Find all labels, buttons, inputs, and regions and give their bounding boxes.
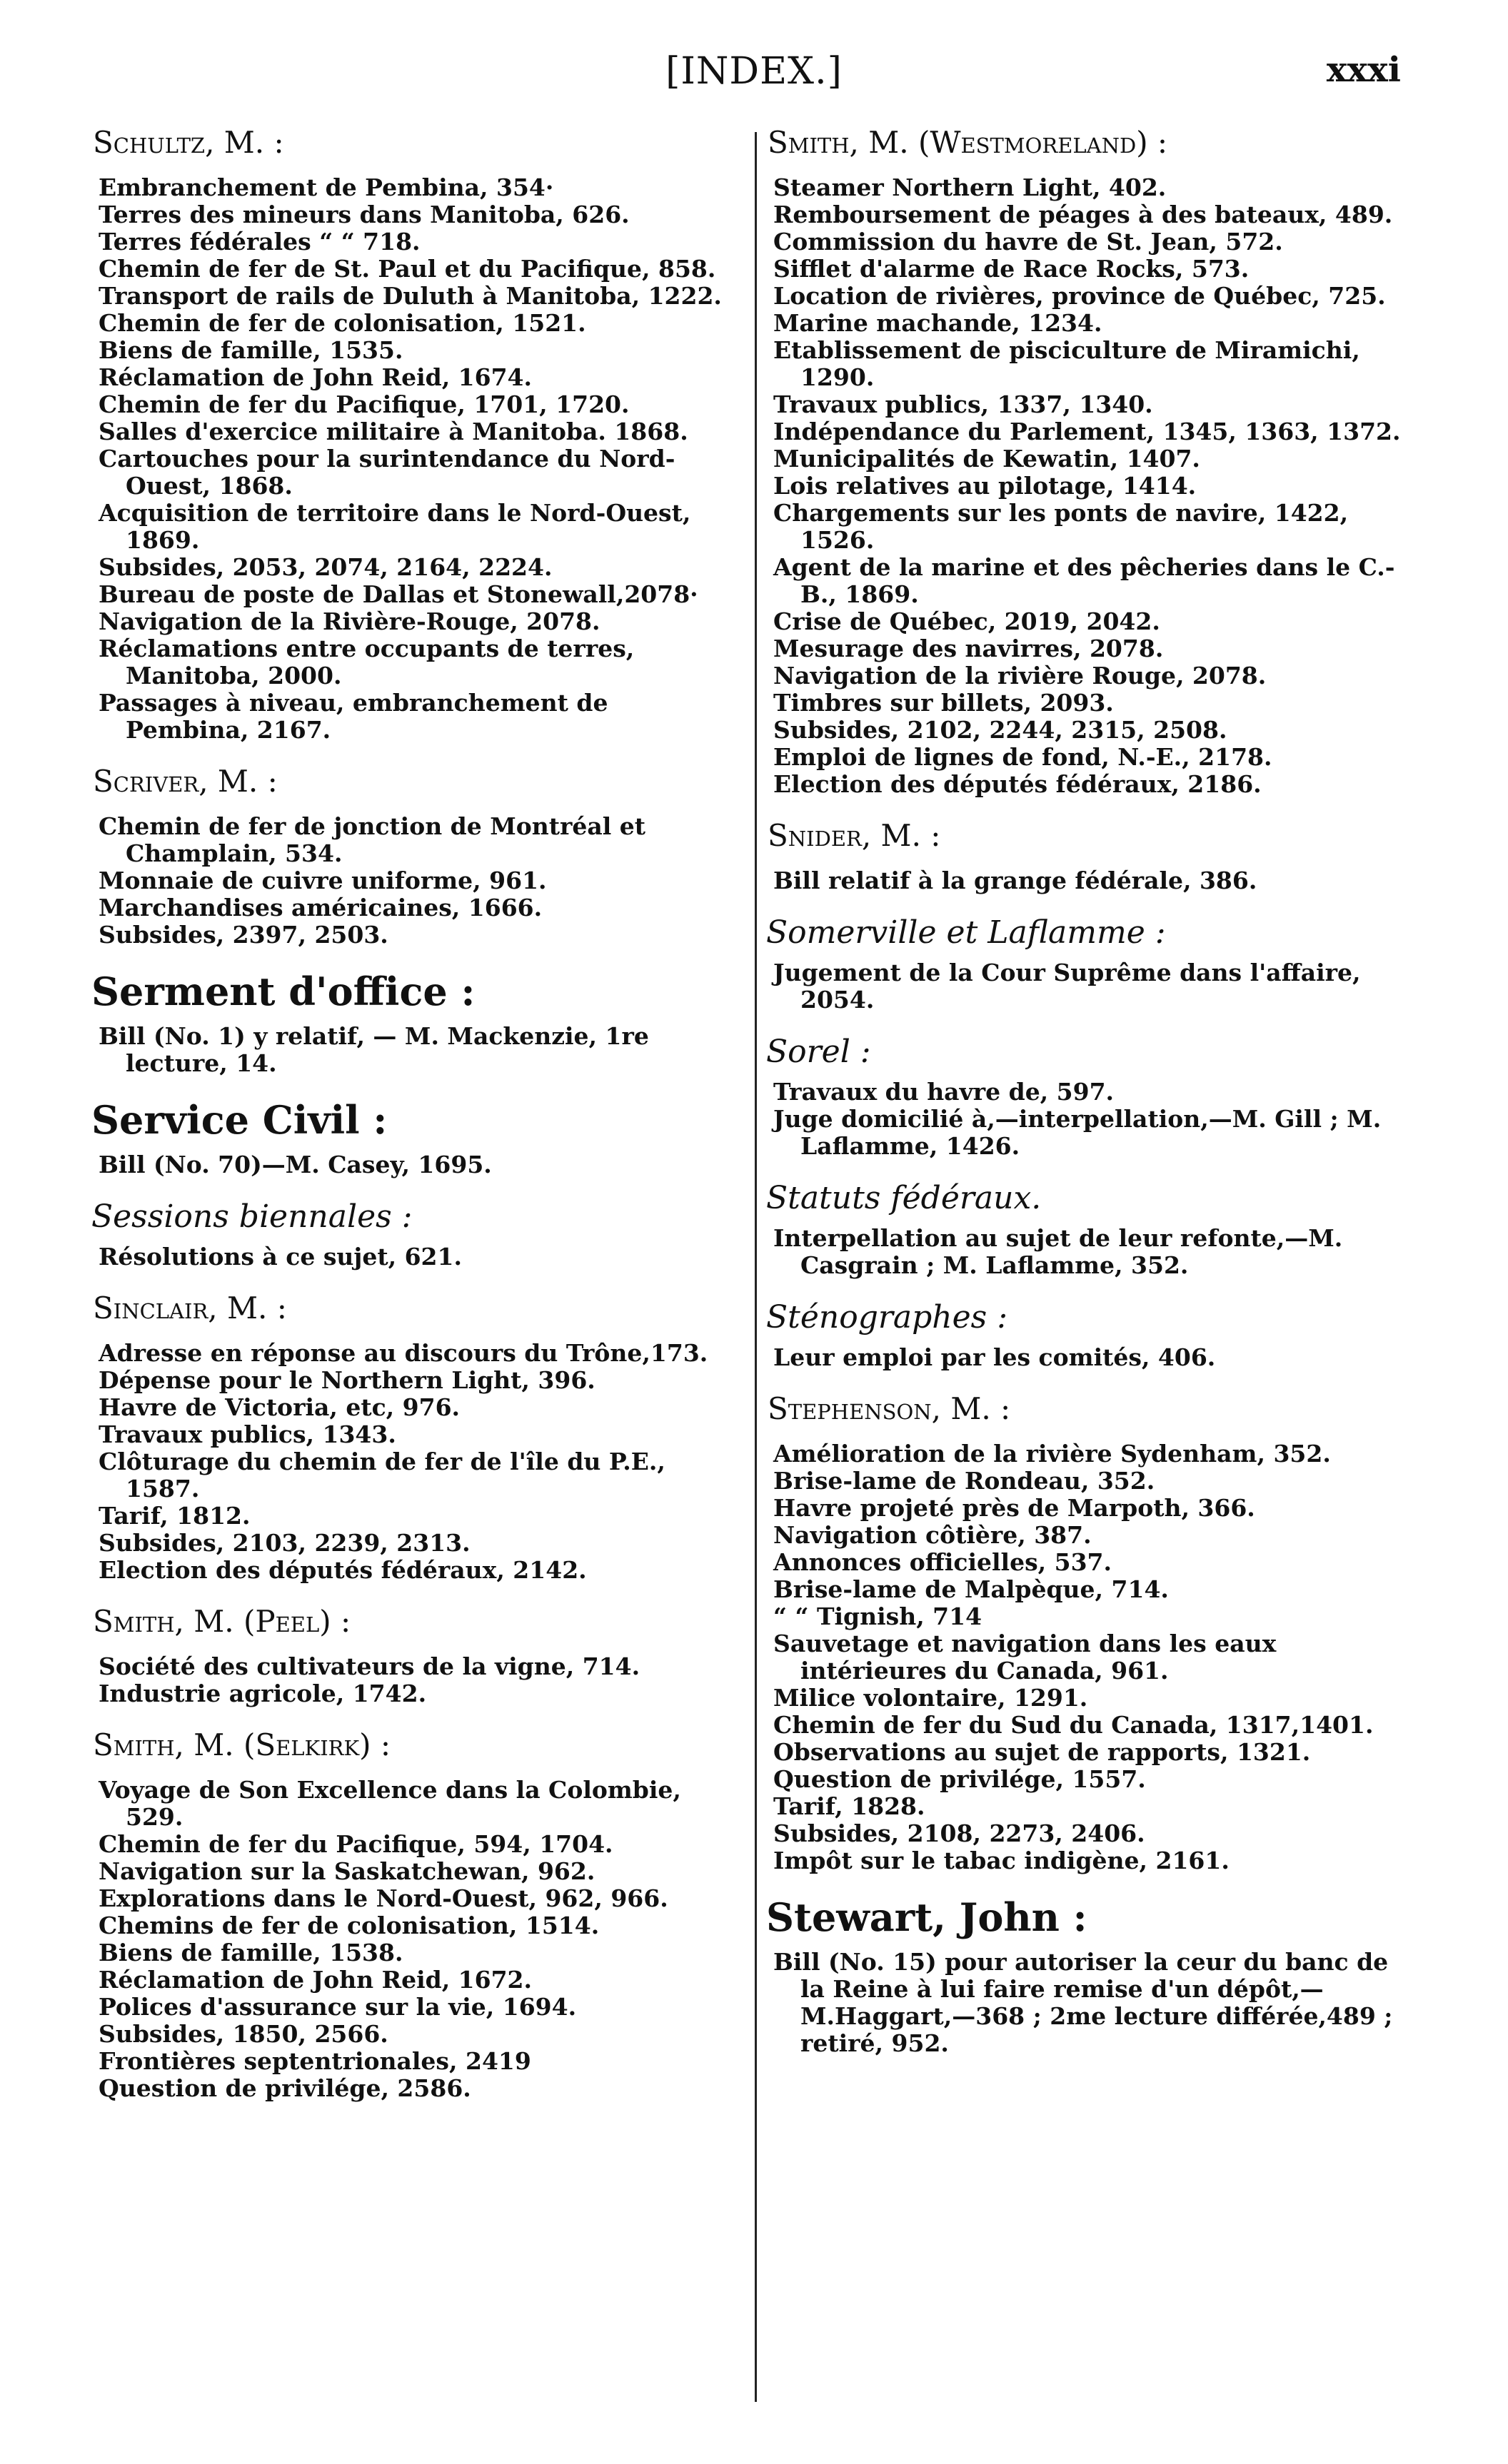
entry-item: Transport de rails de Duluth à Manitoba, 1222.	[99, 282, 722, 310]
entry-item: Bill (No. 15) pour autoriser la ceur du banc de la Reine à lui faire remise d'un dépôt,—M.Haggart,—368 ; 2me lecture différée,489 ; retiré, 952.	[773, 1948, 1393, 2057]
entry-item: Acquisition de territoire dans le Nord-Ouest, 1869.	[99, 499, 691, 554]
entry-item: Interpellation au sujet de leur refonte,—M. Casgrain ; M. Laflamme, 352.	[773, 1224, 1343, 1279]
entry-item: Impôt sur le tabac indigène, 2161.	[773, 1847, 1230, 1874]
entry-item: Location de rivières, province de Québec, 725.	[773, 282, 1386, 310]
index-entry	[768, 1391, 1416, 1874]
page-number: xxxi	[1326, 50, 1401, 90]
index-entry	[766, 1894, 1416, 2057]
entry-item: Navigation côtière, 387.	[773, 1521, 1092, 1549]
entry-heading: Sorel :	[766, 1034, 871, 1070]
entry-item: Réclamations entre occupants de terres, Manitoba, 2000.	[99, 635, 635, 690]
entry-item: Etablissement de pisciculture de Miramichi, 1290.	[773, 336, 1360, 391]
entry-item: Agent de la marine et des pêcheries dans le C.-B., 1869.	[773, 553, 1395, 608]
column-divider	[755, 132, 757, 2402]
entry-item: Steamer Northern Light, 402.	[773, 173, 1167, 201]
entry-item: Subsides, 1850, 2566.	[99, 2020, 388, 2048]
entry-heading: Sténographes :	[766, 1299, 1008, 1335]
entry-item: Question de privilége, 2586.	[99, 2074, 471, 2102]
page-header	[0, 50, 1508, 100]
entry-items	[773, 1949, 1416, 2057]
entry-items	[99, 174, 738, 744]
entry-item: Biens de famille, 1538.	[99, 1939, 403, 1966]
entry-heading: Sinclair, M. :	[93, 1291, 287, 1326]
entry-item: Brise-lame de Malpèque, 714.	[773, 1575, 1169, 1603]
entry-item: Voyage de Son Excellence dans la Colombie, 529.	[99, 1776, 681, 1831]
entry-items	[773, 174, 1416, 798]
entry-item: Chemins de fer de colonisation, 1514.	[99, 1912, 600, 1939]
entry-heading: Sessions biennales :	[91, 1198, 413, 1235]
entry-item: Sifflet d'alarme de Race Rocks, 573.	[773, 255, 1250, 283]
entry-item: Passages à niveau, embranchement de Pembina, 2167.	[99, 689, 608, 744]
entry-item: Question de privilége, 1557.	[773, 1765, 1146, 1793]
entry-item: Marine machande, 1234.	[773, 309, 1102, 337]
entry-item: Havre projeté près de Marpoth, 366.	[773, 1494, 1255, 1522]
index-entry	[766, 1034, 1416, 1160]
entry-item: Biens de famille, 1535.	[99, 336, 403, 364]
entry-item: Navigation de la Rivière-Rouge, 2078.	[99, 607, 600, 635]
entry-item: Election des députés fédéraux, 2142.	[99, 1556, 587, 1584]
entry-item: Chemin de fer du Pacifique, 594, 1704.	[99, 1830, 613, 1858]
entry-items	[99, 813, 738, 949]
entry-item: Terres fédérales “ “ 718.	[99, 228, 421, 256]
entry-item: Embranchement de Pembina, 354·	[99, 173, 554, 201]
entry-item: Amélioration de la rivière Sydenham, 352.	[773, 1440, 1331, 1468]
entry-item: Société des cultivateurs de la vigne, 714.	[99, 1652, 640, 1680]
entry-item: Municipalités de Kewatin, 1407.	[773, 445, 1200, 473]
index-entry	[93, 764, 738, 949]
index-entry	[93, 125, 738, 744]
entry-item: Travaux publics, 1343.	[99, 1420, 396, 1448]
index-entry	[768, 125, 1416, 798]
entry-item: Chemin de fer du Sud du Canada, 1317,1401.	[773, 1711, 1374, 1739]
entry-item: Bill (No. 1) y relatif, — M. Mackenzie, 1re lecture, 14.	[99, 1022, 649, 1077]
entry-item: Terres des mineurs dans Manitoba, 626.	[99, 201, 630, 228]
entry-item: Chemin de fer du Pacifique, 1701, 1720.	[99, 390, 630, 418]
entry-items	[773, 1225, 1416, 1279]
entry-item: Jugement de la Cour Suprême dans l'affaire, 2054.	[773, 959, 1361, 1014]
entry-item: Havre de Victoria, etc, 976.	[99, 1393, 461, 1421]
entry-heading: Scriver, M. :	[93, 764, 278, 799]
entry-item: Chemin de fer de colonisation, 1521.	[99, 309, 586, 337]
entry-item: Annonces officielles, 537.	[773, 1548, 1112, 1576]
entry-item: Bill (No. 70)—M. Casey, 1695.	[99, 1151, 492, 1178]
entry-item: Crise de Québec, 2019, 2042.	[773, 607, 1160, 635]
entry-item: Commission du havre de St. Jean, 572.	[773, 228, 1283, 256]
index-entry	[91, 1198, 738, 1271]
entry-item: Chemin de fer de St. Paul et du Pacifique, 858.	[99, 255, 716, 283]
entry-item: Explorations dans le Nord-Ouest, 962, 966.	[99, 1884, 668, 1912]
entry-item: Subsides, 2103, 2239, 2313.	[99, 1529, 471, 1557]
entry-item: Tarif, 1828.	[773, 1792, 925, 1820]
entry-item: Indépendance du Parlement, 1345, 1363, 1372.	[773, 418, 1401, 445]
entry-heading: Schultz, M. :	[93, 125, 284, 160]
entry-items	[773, 1079, 1416, 1160]
entry-item: Emploi de lignes de fond, N.-E., 2178.	[773, 743, 1272, 771]
entry-item: Mesurage des navirres, 2078.	[773, 635, 1164, 662]
entry-item: “ “ Tignish, 714	[773, 1602, 982, 1630]
entry-item: Timbres sur billets, 2093.	[773, 689, 1114, 717]
index-entry	[766, 914, 1416, 1014]
entry-item: Polices d'assurance sur la vie, 1694.	[99, 1993, 577, 2021]
entry-item: Réclamation de John Reid, 1672.	[99, 1966, 533, 1994]
entry-item: Navigation sur la Saskatchewan, 962.	[99, 1857, 595, 1885]
entry-heading: Service Civil :	[91, 1097, 388, 1143]
entry-item: Réclamation de John Reid, 1674.	[99, 363, 533, 391]
entry-item: Navigation de la rivière Rouge, 2078.	[773, 662, 1267, 690]
entry-item: Salles d'exercice militaire à Manitoba. 1868.	[99, 418, 688, 445]
index-entry	[91, 969, 738, 1077]
entry-heading: Snider, M. :	[768, 818, 941, 853]
entry-item: Chargements sur les ponts de navire, 1422, 1526.	[773, 499, 1349, 554]
entry-item: Travaux du havre de, 597.	[773, 1078, 1115, 1106]
entry-item: Chemin de fer de jonction de Montréal et Champlain, 534.	[99, 812, 646, 867]
entry-items	[773, 1440, 1416, 1874]
entry-item: Monnaie de cuivre uniforme, 961.	[99, 867, 547, 894]
entry-item: Milice volontaire, 1291.	[773, 1684, 1088, 1712]
entry-items	[99, 1340, 738, 1584]
entry-item: Industrie agricole, 1742.	[99, 1680, 427, 1707]
entry-item: Travaux publics, 1337, 1340.	[773, 390, 1153, 418]
entry-heading: Somerville et Laflamme :	[766, 914, 1166, 951]
index-entry	[766, 1180, 1416, 1279]
entry-item: Subsides, 2102, 2244, 2315, 2508.	[773, 716, 1227, 744]
entry-heading: Serment d'office :	[91, 969, 476, 1014]
entry-heading: Stewart, John :	[766, 1894, 1087, 1940]
entry-item: Brise-lame de Rondeau, 352.	[773, 1467, 1155, 1495]
entry-item: Subsides, 2397, 2503.	[99, 921, 388, 949]
entry-item: Subsides, 2108, 2273, 2406.	[773, 1819, 1145, 1847]
entry-item: Marchandises américaines, 1666.	[99, 894, 543, 922]
entry-items	[99, 1243, 738, 1271]
running-title: [INDEX.]	[665, 50, 843, 93]
entry-item: Clôturage du chemin de fer de l'île du P.E., 1587.	[99, 1448, 665, 1503]
entry-items	[773, 1344, 1416, 1371]
entry-item: Tarif, 1812.	[99, 1502, 251, 1530]
entry-item: Juge domicilié à,—interpellation,—M. Gill ; M. Laflamme, 1426.	[773, 1105, 1382, 1160]
entry-items	[99, 1653, 738, 1707]
entry-heading: Smith, M. (Westmoreland) :	[768, 125, 1168, 160]
entry-heading: Smith, M. (Peel) :	[93, 1604, 351, 1639]
entry-item: Résolutions à ce sujet, 621.	[99, 1243, 462, 1271]
index-entry	[93, 1291, 738, 1584]
entry-items	[99, 1777, 738, 2102]
index-entry	[768, 818, 1416, 894]
entry-items	[773, 959, 1416, 1014]
entry-item: Subsides, 2053, 2074, 2164, 2224.	[99, 553, 553, 581]
left-column	[91, 125, 738, 2122]
index-entry	[91, 1097, 738, 1178]
right-column	[766, 125, 1416, 2077]
entry-item: Election des députés fédéraux, 2186.	[773, 770, 1262, 798]
entry-item: Adresse en réponse au discours du Trône,173.	[99, 1339, 708, 1367]
index-entry	[93, 1604, 738, 1707]
index-entry	[766, 1299, 1416, 1371]
entry-items	[773, 867, 1416, 894]
entry-items	[99, 1023, 738, 1077]
entry-item: Frontières septentrionales, 2419	[99, 2047, 531, 2075]
entry-item: Dépense pour le Northern Light, 396.	[99, 1366, 595, 1394]
entry-heading: Smith, M. (Selkirk) :	[93, 1727, 391, 1762]
entry-item: Bill relatif à la grange fédérale, 386.	[773, 867, 1257, 894]
entry-item: Lois relatives au pilotage, 1414.	[773, 472, 1197, 500]
entry-heading: Stephenson, M. :	[768, 1391, 1011, 1426]
entry-items	[99, 1151, 738, 1178]
entry-item: Sauvetage et navigation dans les eaux intérieures du Canada, 961.	[773, 1630, 1277, 1685]
index-entry	[93, 1727, 738, 2102]
entry-item: Bureau de poste de Dallas et Stonewall,2078·	[99, 580, 698, 608]
entry-item: Remboursement de péages à des bateaux, 489.	[773, 201, 1393, 228]
entry-item: Observations au sujet de rapports, 1321.	[773, 1738, 1311, 1766]
entry-heading: Statuts fédéraux.	[766, 1180, 1042, 1216]
entry-item: Leur emploi par les comités, 406.	[773, 1343, 1216, 1371]
entry-item: Cartouches pour la surintendance du Nord-Ouest, 1868.	[99, 445, 675, 500]
